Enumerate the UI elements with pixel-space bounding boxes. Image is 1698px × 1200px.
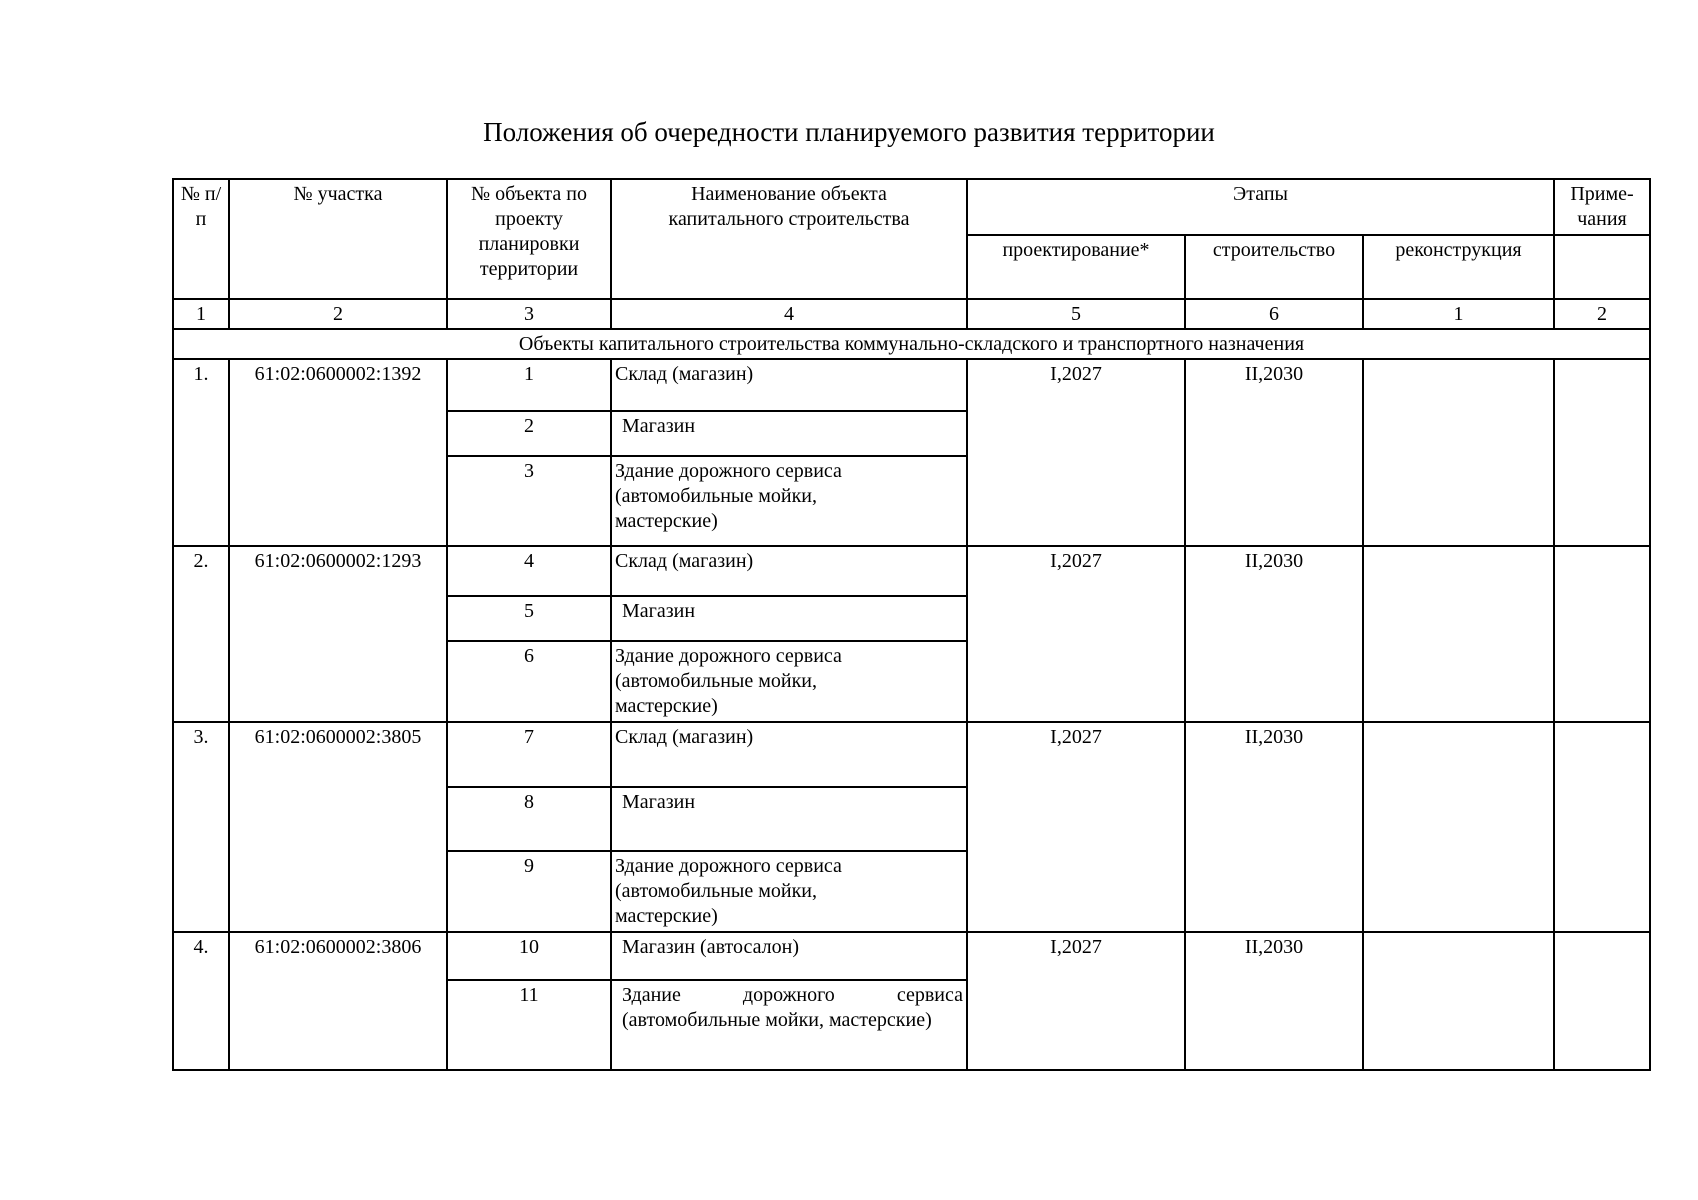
column-number: 1 [173,299,229,329]
reconstruction-stage [1363,722,1554,932]
object-number: 11 [447,980,611,1070]
notes-cell [1554,932,1650,1070]
design-stage: I,2027 [967,359,1185,546]
plot-number: 61:02:0600002:3806 [229,932,447,1070]
object-name-text: Здание дорожного сервиса (автомобильные мойки, мастерские) [615,855,842,927]
object-number: 8 [447,787,611,851]
object-number: 5 [447,596,611,641]
column-number: 5 [967,299,1185,329]
design-stage: I,2027 [967,722,1185,932]
object-number: 3 [447,456,611,546]
row-number: 2. [173,546,229,722]
header-name: Наименование объекта капитального строительства [611,179,967,299]
object-name [611,851,967,932]
object-name [611,641,967,722]
construction-stage: II,2030 [1185,932,1363,1070]
column-number: 2 [1554,299,1650,329]
object-name-text: Здание дорожного сервиса (автомобильные мойки, мастерские) [615,645,842,717]
notes-cell [1554,359,1650,546]
notes-cell [1554,546,1650,722]
table-row [173,359,1650,411]
object-name: Магазин [611,411,967,456]
design-stage: I,2027 [967,546,1185,722]
row-number: 3. [173,722,229,932]
header-notes-blank [1554,235,1650,299]
object-number: 1 [447,359,611,411]
table-row [173,546,1650,596]
column-number: 2 [229,299,447,329]
column-number: 6 [1185,299,1363,329]
header-row [173,179,1650,235]
section-row [173,329,1650,359]
column-number-row [173,299,1650,329]
header-plot: № участка [229,179,447,299]
reconstruction-stage [1363,546,1554,722]
header-reconstruction: реконструкция [1363,235,1554,299]
construction-stage: II,2030 [1185,722,1363,932]
object-name: Магазин [611,596,967,641]
construction-stage: II,2030 [1185,359,1363,546]
row-number: 1. [173,359,229,546]
construction-stage: II,2030 [1185,546,1363,722]
reconstruction-stage [1363,359,1554,546]
header-design: проектирование* [967,235,1185,299]
header-num: № п/п [173,179,229,299]
row-number: 4. [173,932,229,1070]
header-notes: Приме-чания [1554,179,1650,235]
development-stages-table [172,178,1651,1071]
object-name: Склад (магазин) [611,359,967,411]
object-name: Магазин (автосалон) [611,932,967,980]
object-name: Магазин [611,787,967,851]
table-row [173,722,1650,787]
table-row [173,932,1650,980]
header-object-no: № объекта по проекту планировки территории [447,179,611,299]
column-number: 3 [447,299,611,329]
notes-cell [1554,722,1650,932]
object-number: 7 [447,722,611,787]
reconstruction-stage [1363,932,1554,1070]
object-number: 10 [447,932,611,980]
plot-number: 61:02:0600002:1293 [229,546,447,722]
section-title: Объекты капитального строительства коммунально-складского и транспортного назначения [173,329,1650,359]
plot-number: 61:02:0600002:3805 [229,722,447,932]
document-title: Положения об очередности планируемого развития территории [483,117,1215,147]
object-number: 4 [447,546,611,596]
object-name: Здание дорожного сервиса (автомобильные мойки, мастерские) [611,980,967,1070]
object-number: 6 [447,641,611,722]
column-number: 4 [611,299,967,329]
header-construction: строительство [1185,235,1363,299]
design-stage: I,2027 [967,932,1185,1070]
plot-number: 61:02:0600002:1392 [229,359,447,546]
object-name: Склад (магазин) [611,546,967,596]
object-number: 2 [447,411,611,456]
object-name: Склад (магазин) [611,722,967,787]
object-name-text: Здание дорожного сервиса (автомобильные мойки, мастерские) [615,460,842,532]
object-number: 9 [447,851,611,932]
header-stages: Этапы [967,179,1554,235]
object-name [611,456,967,546]
column-number: 1 [1363,299,1554,329]
